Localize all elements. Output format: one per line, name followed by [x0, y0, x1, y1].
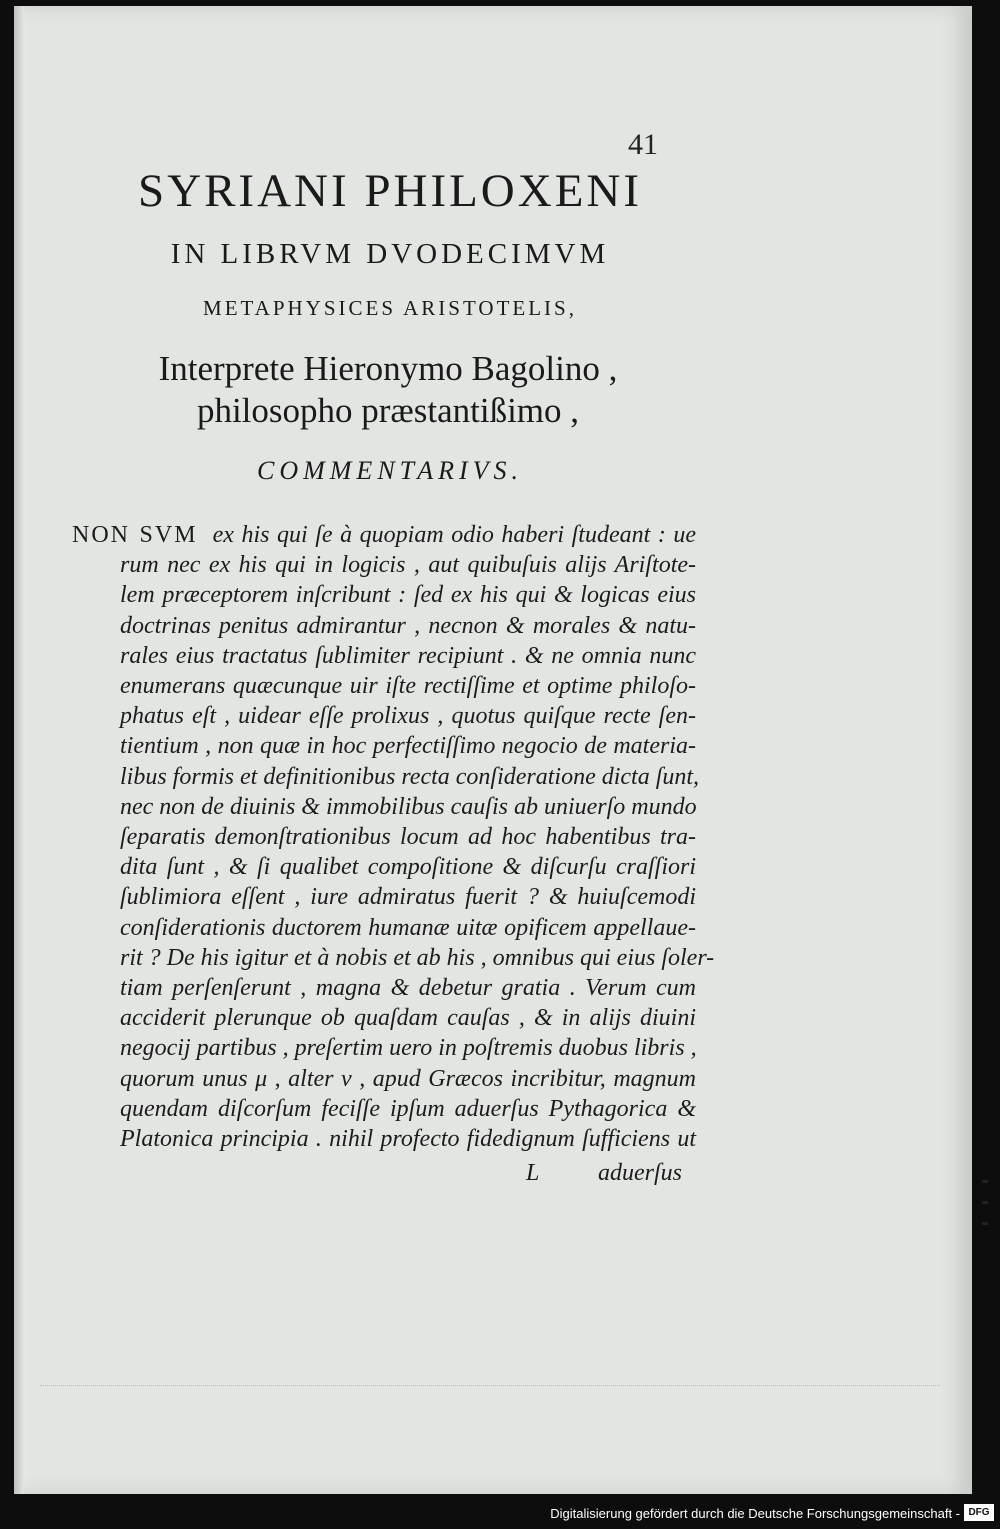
title-line-1: SYRIANI PHILOXENI: [138, 165, 642, 217]
incipit: NON SVM: [72, 522, 198, 548]
body-text: [72, 520, 715, 1154]
body-line: tiam perſenſerunt , magna & debetur gratia . Verum cum: [120, 975, 696, 1002]
body-line: negocij partibus , preſertim uero in poſtremis duobus libris ,: [120, 1035, 697, 1062]
body-line: Platonica principia . nihil profecto fidedignum ſufficiens ut: [120, 1126, 696, 1153]
body-line: enumerans quæcunque uir iſte rectiſſime et optime philoſo-: [120, 673, 696, 700]
body-line: quendam diſcorſum feciſſe ipſum aduerſus Pythagorica &: [120, 1095, 696, 1122]
body-line: conſiderationis ductorem humanæ uitæ opificem appellaue-: [120, 914, 696, 941]
page-gutter: [14, 6, 24, 1494]
body-line: rales eius tractatus ſublimiter recipiunt . & ne omnia nunc: [120, 642, 696, 669]
body-line: quorum unus μ , alter ν , apud Græcos incribitur, magnum: [120, 1065, 696, 1092]
footer-bar: [0, 1498, 1000, 1529]
title-line-2: IN LIBRVM DVODECIMVM: [170, 238, 610, 270]
body-line: ſublimiora eſſent , iure admiratus fuerit ? & huiuſcemodi: [120, 884, 696, 911]
body-line: tientium , non quæ in hoc perfectiſſimo negocio de materia-: [120, 733, 696, 760]
page-number: 41: [628, 128, 658, 161]
body-line-1: NON SVM ex his qui ſe à quopiam odio haberi ſtudeant : ue: [72, 522, 697, 548]
title-line-3: METAPHYSICES ARISTOTELIS,: [203, 296, 577, 320]
body-line: phatus eſt , uidear eſſe prolixus , quotus quiſque recte ſen-: [120, 703, 696, 730]
catchword: aduerſus: [598, 1160, 682, 1186]
body-line: doctrinas penitus admirantur , necnon & morales & natu-: [120, 612, 696, 639]
interpreter-line-1: Interprete Hieronymo Bagolino ,: [158, 349, 618, 388]
body-line: rum nec ex his qui in logicis , aut quibuſuis alijs Ariſtote-: [120, 552, 696, 579]
body-line: ſeparatis demonſtrationibus locum ad hoc habentibus tra-: [120, 824, 696, 851]
body-line: lem præceptorem inſcribunt : ſed ex his qui & logicas eius: [120, 582, 696, 609]
body-line: acciderit plerunque ob quaſdam cauſas , & in alijs diuini: [120, 1005, 696, 1032]
body-line: rit ? De his igitur et à nobis et ab his , omnibus qui eius ſoler-: [120, 944, 715, 971]
body-line: dita ſunt , & ſi qualibet compoſitione & diſcurſu craſſiori: [120, 854, 696, 881]
body-line: nec non de diuinis & immobilibus cauſis ab uniuerſo mundo: [120, 793, 697, 820]
dfg-logo-icon: DFG: [964, 1504, 994, 1521]
interpreter-line-2: philosopho præstantißimo ,: [196, 391, 580, 430]
interpreter-block: [118, 348, 658, 432]
footer-credit: Digitalisierung gefördert durch die Deutsche Forschungsgemeinschaft -: [550, 1506, 960, 1521]
body-line: libus formis et definitionibus recta conſideratione dicta ſunt,: [120, 763, 700, 790]
signature-mark: L: [526, 1160, 540, 1186]
page-edge-marks: [982, 1180, 988, 1243]
trim-dotted-line: [40, 1385, 940, 1386]
section-heading: COMMENTARIVS.: [257, 456, 523, 485]
